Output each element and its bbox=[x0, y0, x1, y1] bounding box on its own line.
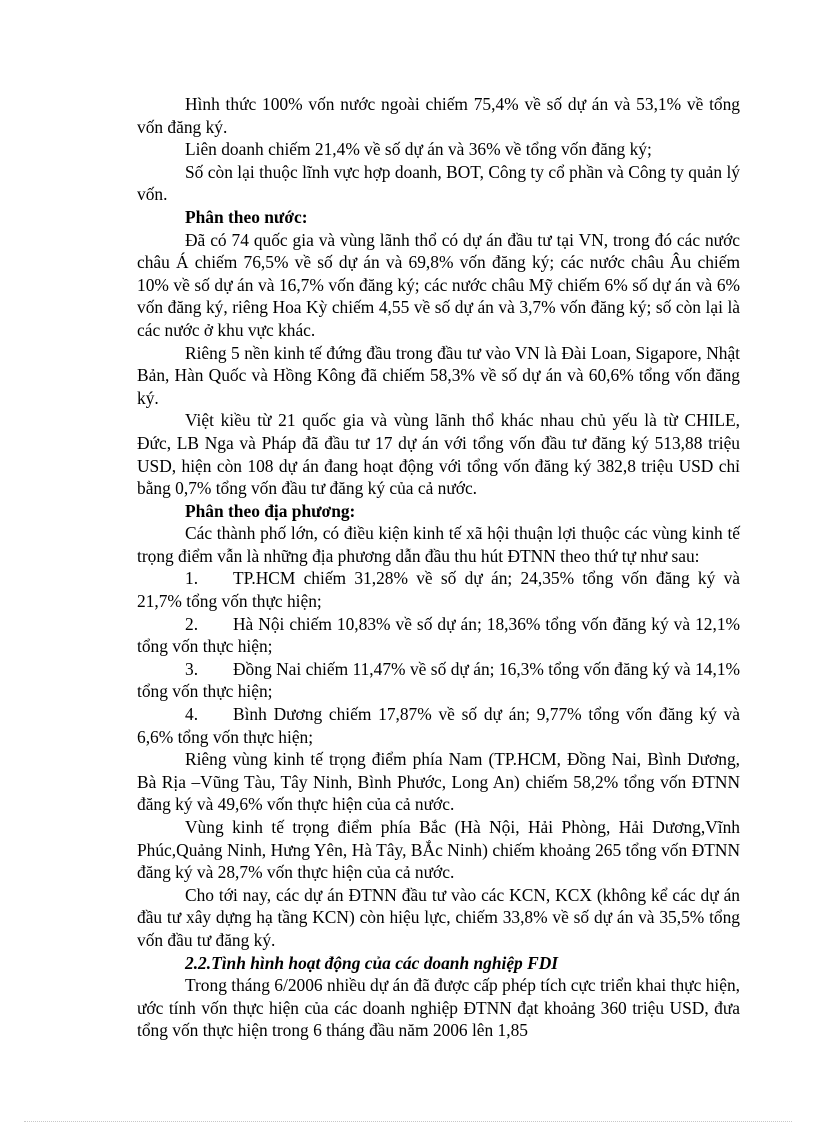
paragraph-other-forms: Số còn lại thuộc lĩnh vực hợp doanh, BOT, Công ty cổ phần và Công ty quản lý vốn. bbox=[137, 161, 740, 205]
heading-by-locality: Phân theo địa phương: bbox=[185, 500, 356, 521]
list-item-text: Đồng Nai chiếm 11,47% về số dự án; 16,3% tổng vốn đăng ký và 14,1% tổng vốn thực hiện; bbox=[137, 658, 740, 702]
list-item bbox=[137, 703, 740, 748]
list-item bbox=[137, 567, 740, 612]
paragraph-june-2006: Trong tháng 6/2006 nhiều dự án đã được cấp phép tích cực triển khai thực hiện, ước tính vốn thực hiện của các doanh nghiệp ĐTNN đạt khoảng 360 triệu USD, đưa tổng vốn thực hiện trong 6 tháng đầu năm 2006 lên 1,85 bbox=[137, 975, 740, 1041]
paragraph-countries: Đã có 74 quốc gia và vùng lãnh thổ có dự án đầu tư tại VN, trong đó các nước châu Á chiếm 76,5% về số dự án và 69,8% vốn đăng ký; các nước châu Âu chiếm 10% về số dự án và 16,7% vốn đăng ký; các nước châu Mỹ chiếm 6% số dự án và 6% vốn đăng ký, riêng Hoa Kỳ chiếm 4,55 về số dự án và 3,7% vốn đăng ký; số còn lại là các nước ở khu vực khác. bbox=[137, 229, 740, 340]
paragraph-major-cities: Các thành phố lớn, có điều kiện kinh tế xã hội thuận lợi thuộc các vùng kinh tế trọng điểm vẫn là những địa phương dẫn đầu thu hút ĐTNN theo thứ tự như sau: bbox=[137, 523, 740, 566]
paragraph-southern-region: Riêng vùng kinh tế trọng điểm phía Nam (TP.HCM, Đồng Nai, Bình Dương, Bà Rịa –Vũng Tàu, Tây Ninh, Bình Phước, Long An) chiếm 58,2% tổng vốn ĐTNN đăng ký và 49,6% vốn thực hiện của cả nước. bbox=[137, 749, 740, 815]
list-item-number: 2. bbox=[185, 613, 199, 634]
paragraph-joint-venture: Liên doanh chiếm 21,4% về số dự án và 36% về tổng vốn đăng ký; bbox=[185, 139, 652, 160]
list-item-text: Bình Dương chiếm 17,87% về số dự án; 9,77% tổng vốn đăng ký và 6,6% tổng vốn thực hiện; bbox=[137, 704, 740, 747]
list-item-text: TP.HCM chiếm 31,28% về số dự án; 24,35% tổng vốn đăng ký và 21,7% tổng vốn thực hiện; bbox=[137, 568, 740, 612]
list-item bbox=[137, 613, 740, 658]
list-item-number: 3. bbox=[185, 658, 199, 679]
page-edge-divider bbox=[24, 1121, 792, 1122]
paragraph-ownership-100pct: Hình thức 100% vốn nước ngoài chiếm 75,4% về số dự án và 53,1% về tổng vốn đăng ký. bbox=[137, 94, 740, 137]
section-heading-fdi-activity: 2.2.Tình hình hoạt động của các doanh nghiệp FDI bbox=[185, 952, 559, 973]
paragraph-top-economies: Riêng 5 nền kinh tế đứng đầu trong đầu tư vào VN là Đài Loan, Sigapore, Nhật Bản, Hàn Quốc và Hồng Kông đã chiếm 58,3% về số dự án và 60,6% tổng vốn đăng ký. bbox=[137, 342, 740, 408]
list-item-text: Hà Nội chiếm 10,83% về số dự án; 18,36% tổng vốn đăng ký và 12,1% tổng vốn thực hiện; bbox=[137, 613, 740, 657]
heading-by-country: Phân theo nước: bbox=[185, 206, 308, 227]
document-page bbox=[137, 93, 740, 1042]
list-item bbox=[137, 658, 740, 703]
paragraph-northern-region: Vùng kinh tế trọng điểm phía Bắc (Hà Nội, Hải Phòng, Hải Dương,Vĩnh Phúc,Quảng Ninh, Hưng Yên, Hà Tây, BẮc Ninh) chiếm khoảng 265 tổng vốn ĐTNN đăng ký và 28,7% vốn thực hiện của cả nước. bbox=[137, 817, 740, 883]
list-item-number: 1. bbox=[185, 568, 199, 589]
paragraph-industrial-zones: Cho tới nay, các dự án ĐTNN đầu tư vào các KCN, KCX (không kể các dự án đầu tư xây dựng hạ tầng KCN) còn hiệu lực, chiếm 33,8% về số dự án và 35,5% tổng vốn đầu tư đăng ký. bbox=[137, 884, 740, 950]
list-item-number: 4. bbox=[185, 704, 199, 725]
paragraph-overseas-vietnamese: Việt kiều từ 21 quốc gia và vùng lãnh thổ khác nhau chủ yếu là từ CHILE, Đức, LB Nga và Pháp đã đầu tư 17 dự án với tổng vốn đầu tư đăng ký 513,88 triệu USD, hiện còn 108 dự án đang hoạt động với tổng vốn đăng ký 382,8 triệu USD chỉ bằng 0,7% tổng vốn đầu tư đăng ký của cả nước. bbox=[137, 410, 740, 499]
